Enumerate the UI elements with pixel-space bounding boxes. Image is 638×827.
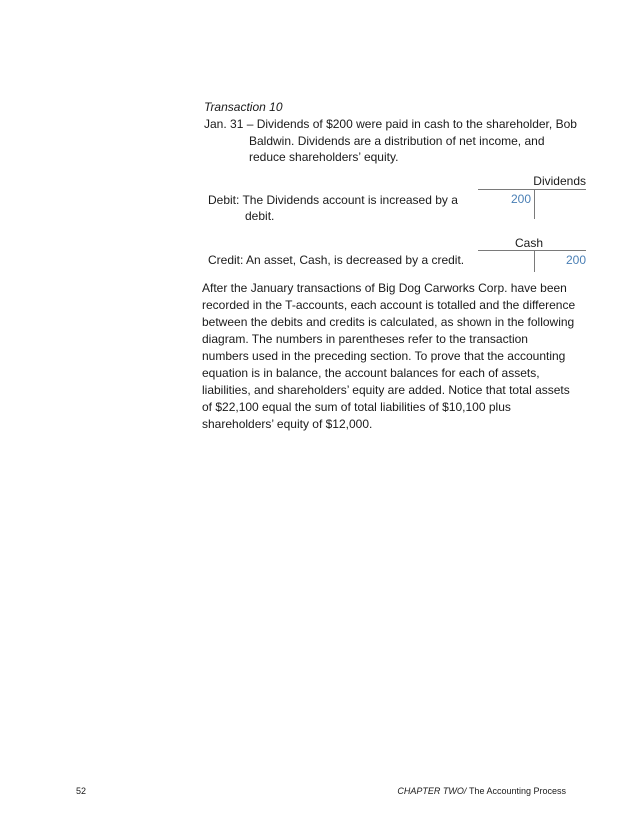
chapter-label: CHAPTER TWO [397,786,464,796]
debit-explanation-line-1: Debit: The Dividends account is increased by a [208,193,458,207]
dividends-debit-amount: 200 [510,192,531,206]
dividends-t-account-top-rule [478,189,586,190]
cash-credit-amount: 200 [565,253,586,267]
cash-t-account [478,232,586,272]
transaction-heading: Transaction 10 [204,100,283,114]
dividends-t-account-divider [534,189,535,219]
cash-account-title: Cash [514,236,543,250]
paragraph-line: liabilities, and shareholders’ equity are added. Notice that total assets [202,383,570,397]
paragraph-line: shareholders’ equity of $12,000. [202,417,373,431]
cash-t-account-top-rule [478,250,586,251]
chapter-footer [397,785,566,797]
paragraph-line: equation is in balance, the account balances for each of assets, [202,366,540,380]
dividends-t-account [478,170,586,220]
transaction-line-3: reduce shareholders’ equity. [249,150,399,164]
paragraph-line: diagram. The numbers in parentheses refer to the transaction [202,332,528,346]
debit-explanation-line-2: debit. [245,209,275,223]
transaction-line-1: Jan. 31 – Dividends of $200 were paid in cash to the shareholder, Bob [204,117,577,131]
transaction-line-2: Baldwin. Dividends are a distribution of net income, and [249,134,545,148]
paragraph-line: of $22,100 equal the sum of total liabilities of $10,100 plus [202,400,511,414]
chapter-title: The Accounting Process [468,786,566,796]
paragraph-line: After the January transactions of Big Dog Carworks Corp. have been [202,281,567,295]
paragraph-line: numbers used in the preceding section. To prove that the accounting [202,349,566,363]
page-number: 52 [76,786,87,796]
paragraph-line: recorded in the T-accounts, each account is totalled and the difference [202,298,576,312]
explanatory-paragraph [202,280,576,433]
dividends-account-title: Dividends [533,174,586,188]
chapter-separator: / [463,786,469,796]
credit-explanation: Credit: An asset, Cash, is decreased by a credit. [208,253,465,267]
cash-t-account-divider [534,250,535,272]
paragraph-line: between the debits and credits is calculated, as shown in the following [202,315,575,329]
